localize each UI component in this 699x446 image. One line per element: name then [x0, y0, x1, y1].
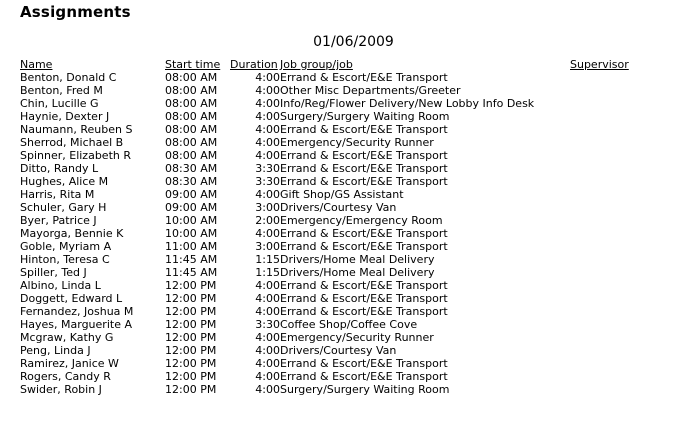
table-row: [20, 188, 680, 201]
cell-start-time: 12:00 PM: [165, 292, 217, 305]
page-title: Assignments: [20, 3, 131, 21]
cell-duration: 4:00: [255, 292, 280, 305]
cell-name: Benton, Donald C: [20, 71, 117, 84]
cell-supervisor: [570, 71, 680, 84]
cell-supervisor: [570, 253, 680, 266]
cell-supervisor: [570, 97, 680, 110]
table-row: [20, 123, 680, 136]
cell-duration: 4:00: [255, 370, 280, 383]
cell-job: Surgery/Surgery Waiting Room: [280, 383, 450, 396]
cell-job: Emergency/Security Runner: [280, 331, 434, 344]
cell-duration: 4:00: [255, 305, 280, 318]
cell-duration: 4:00: [255, 227, 280, 240]
table-row: [20, 214, 680, 227]
cell-start-time: 08:30 AM: [165, 162, 218, 175]
column-header-name: Name: [20, 58, 53, 71]
cell-job: Drivers/Home Meal Delivery: [280, 266, 435, 279]
cell-job: Errand & Escort/E&E Transport: [280, 162, 448, 175]
cell-job: Drivers/Home Meal Delivery: [280, 253, 435, 266]
cell-name: Schuler, Gary H: [20, 201, 107, 214]
cell-supervisor: [570, 383, 680, 396]
cell-job: Emergency/Security Runner: [280, 136, 434, 149]
cell-job: Errand & Escort/E&E Transport: [280, 227, 448, 240]
cell-start-time: 08:00 AM: [165, 71, 218, 84]
cell-name: Chin, Lucille G: [20, 97, 99, 110]
cell-name: Mcgraw, Kathy G: [20, 331, 114, 344]
table-row: [20, 97, 680, 110]
column-header-start-time: Start time: [165, 58, 221, 71]
cell-duration: 1:15: [255, 253, 280, 266]
cell-duration: 4:00: [255, 344, 280, 357]
table-row: [20, 292, 680, 305]
cell-start-time: 08:00 AM: [165, 123, 218, 136]
cell-start-time: 08:00 AM: [165, 84, 218, 97]
header-row: [20, 56, 680, 71]
cell-job: Errand & Escort/E&E Transport: [280, 370, 448, 383]
cell-start-time: 08:30 AM: [165, 175, 218, 188]
cell-name: Doggett, Edward L: [20, 292, 123, 305]
cell-duration: 4:00: [255, 97, 280, 110]
cell-start-time: 11:45 AM: [165, 253, 218, 266]
table-row: [20, 305, 680, 318]
table-row: [20, 370, 680, 383]
cell-start-time: 10:00 AM: [165, 214, 218, 227]
table-row: [20, 175, 680, 188]
cell-start-time: 08:00 AM: [165, 110, 218, 123]
cell-job: Errand & Escort/E&E Transport: [280, 71, 448, 84]
cell-supervisor: [570, 240, 680, 253]
cell-supervisor: [570, 279, 680, 292]
cell-supervisor: [570, 331, 680, 344]
cell-name: Swider, Robin J: [20, 383, 102, 396]
table-row: [20, 331, 680, 344]
cell-supervisor: [570, 175, 680, 188]
cell-duration: 4:00: [255, 110, 280, 123]
cell-duration: 3:30: [255, 318, 280, 331]
cell-start-time: 10:00 AM: [165, 227, 218, 240]
table-row: [20, 201, 680, 214]
cell-supervisor: [570, 344, 680, 357]
cell-job: Gift Shop/GS Assistant: [280, 188, 404, 201]
cell-start-time: 12:00 PM: [165, 344, 217, 357]
cell-supervisor: [570, 84, 680, 97]
table-row: [20, 253, 680, 266]
cell-name: Naumann, Reuben S: [20, 123, 133, 136]
table-row: [20, 240, 680, 253]
cell-supervisor: [570, 266, 680, 279]
table-row: [20, 149, 680, 162]
cell-job: Emergency/Emergency Room: [280, 214, 443, 227]
cell-job: Errand & Escort/E&E Transport: [280, 305, 448, 318]
cell-name: Sherrod, Michael B: [20, 136, 124, 149]
cell-supervisor: [570, 188, 680, 201]
cell-supervisor: [570, 227, 680, 240]
cell-name: Albino, Linda L: [20, 279, 101, 292]
cell-start-time: 08:00 AM: [165, 136, 218, 149]
assignments-table: [20, 56, 680, 396]
table-row: [20, 136, 680, 149]
cell-name: Byer, Patrice J: [20, 214, 97, 227]
table-row: [20, 162, 680, 175]
cell-job: Drivers/Courtesy Van: [280, 344, 397, 357]
table-row: [20, 357, 680, 370]
cell-duration: 4:00: [255, 188, 280, 201]
cell-duration: 4:00: [255, 149, 280, 162]
cell-duration: 4:00: [255, 279, 280, 292]
cell-start-time: 12:00 PM: [165, 357, 217, 370]
cell-name: Goble, Myriam A: [20, 240, 112, 253]
table-row: [20, 227, 680, 240]
cell-supervisor: [570, 292, 680, 305]
cell-start-time: 09:00 AM: [165, 188, 218, 201]
cell-duration: 3:00: [255, 201, 280, 214]
cell-start-time: 08:00 AM: [165, 97, 218, 110]
cell-job: Info/Reg/Flower Delivery/New Lobby Info Desk: [280, 97, 535, 110]
cell-supervisor: [570, 110, 680, 123]
cell-supervisor: [570, 162, 680, 175]
cell-job: Errand & Escort/E&E Transport: [280, 240, 448, 253]
cell-name: Ditto, Randy L: [20, 162, 99, 175]
cell-job: Errand & Escort/E&E Transport: [280, 175, 448, 188]
cell-job: Coffee Shop/Coffee Cove: [280, 318, 418, 331]
cell-name: Hughes, Alice M: [20, 175, 109, 188]
cell-supervisor: [570, 149, 680, 162]
cell-name: Mayorga, Bennie K: [20, 227, 124, 240]
table-row: [20, 110, 680, 123]
cell-duration: 4:00: [255, 331, 280, 344]
cell-job: Errand & Escort/E&E Transport: [280, 357, 448, 370]
cell-duration: 4:00: [255, 84, 280, 97]
cell-name: Benton, Fred M: [20, 84, 103, 97]
cell-supervisor: [570, 357, 680, 370]
table-row: [20, 344, 680, 357]
cell-supervisor: [570, 123, 680, 136]
cell-name: Haynie, Dexter J: [20, 110, 110, 123]
cell-name: Spiller, Ted J: [20, 266, 87, 279]
table-row: [20, 71, 680, 84]
table-row: [20, 84, 680, 97]
cell-supervisor: [570, 305, 680, 318]
cell-start-time: 12:00 PM: [165, 279, 217, 292]
cell-name: Hayes, Marguerite A: [20, 318, 132, 331]
cell-duration: 3:30: [255, 162, 280, 175]
cell-start-time: 11:45 AM: [165, 266, 218, 279]
cell-start-time: 12:00 PM: [165, 305, 217, 318]
column-header-duration: Duration: [230, 58, 278, 71]
cell-job: Other Misc Departments/Greeter: [280, 84, 461, 97]
table-row: [20, 318, 680, 331]
cell-duration: 2:00: [255, 214, 280, 227]
table-body: [20, 71, 680, 396]
cell-supervisor: [570, 318, 680, 331]
cell-start-time: 12:00 PM: [165, 331, 217, 344]
cell-start-time: 12:00 PM: [165, 370, 217, 383]
cell-start-time: 11:00 AM: [165, 240, 218, 253]
report-date: 01/06/2009: [313, 34, 394, 50]
cell-duration: 4:00: [255, 71, 280, 84]
table-row: [20, 266, 680, 279]
cell-job: Errand & Escort/E&E Transport: [280, 123, 448, 136]
column-header-job: Job group/job: [280, 58, 353, 71]
cell-duration: 3:30: [255, 175, 280, 188]
cell-name: Ramirez, Janice W: [20, 357, 119, 370]
cell-job: Drivers/Courtesy Van: [280, 201, 397, 214]
cell-job: Errand & Escort/E&E Transport: [280, 279, 448, 292]
cell-name: Rogers, Candy R: [20, 370, 111, 383]
table-row: [20, 383, 680, 396]
cell-duration: 1:15: [255, 266, 280, 279]
table-header: [20, 56, 680, 71]
cell-duration: 4:00: [255, 123, 280, 136]
cell-supervisor: [570, 136, 680, 149]
cell-job: Errand & Escort/E&E Transport: [280, 292, 448, 305]
cell-duration: 3:00: [255, 240, 280, 253]
table-row: [20, 279, 680, 292]
cell-duration: 4:00: [255, 136, 280, 149]
cell-start-time: 12:00 PM: [165, 318, 217, 331]
cell-job: Errand & Escort/E&E Transport: [280, 149, 448, 162]
cell-name: Hinton, Teresa C: [20, 253, 110, 266]
cell-name: Fernandez, Joshua M: [20, 305, 134, 318]
cell-name: Spinner, Elizabeth R: [20, 149, 131, 162]
cell-supervisor: [570, 370, 680, 383]
column-header-supervisor: Supervisor: [570, 58, 629, 71]
cell-name: Peng, Linda J: [20, 344, 91, 357]
cell-duration: 4:00: [255, 357, 280, 370]
cell-start-time: 12:00 PM: [165, 383, 217, 396]
cell-start-time: 09:00 AM: [165, 201, 218, 214]
cell-supervisor: [570, 201, 680, 214]
cell-duration: 4:00: [255, 383, 280, 396]
cell-job: Surgery/Surgery Waiting Room: [280, 110, 450, 123]
cell-supervisor: [570, 214, 680, 227]
cell-start-time: 08:00 AM: [165, 149, 218, 162]
cell-name: Harris, Rita M: [20, 188, 95, 201]
